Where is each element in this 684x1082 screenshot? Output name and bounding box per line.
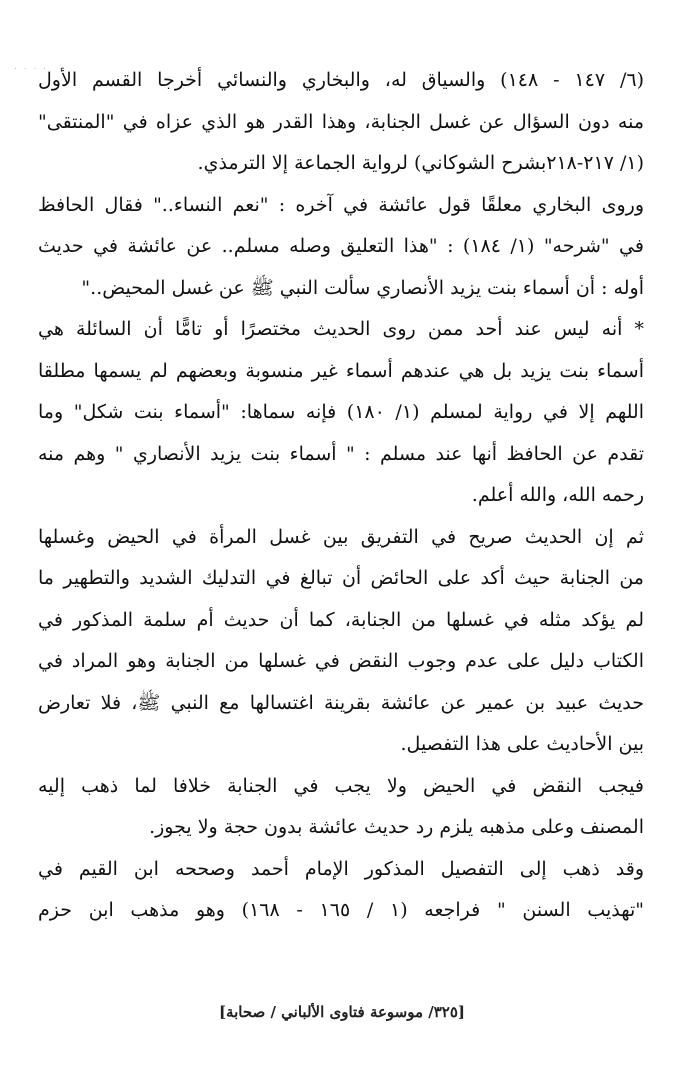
text-line: لم يؤكد مثله في غسلها من الجنابة، كما أن حديث أم سلمة المذكور في bbox=[38, 608, 644, 631]
text-line: تقدم عن الحافظ أنها عند مسلم : " أسماء بنت يزيد الأنصاري " وهم منه bbox=[38, 442, 644, 465]
corner-mark: . . . . bbox=[14, 62, 49, 72]
text-line: أوله : أن أسماء بنت يزيد الأنصاري سألت النبي ﷺ عن غسل المحيض.." bbox=[81, 276, 644, 299]
text-line: في "شرحه" (١/ ١٨٤) : "هذا التعليق وصله مسلم.. عن عائشة في حديث bbox=[38, 235, 644, 257]
text-line: فيجب النقض في الحيض ولا يجب في الجنابة خلافا لما ذهب إليه bbox=[38, 774, 644, 797]
text-line: رحمه الله، والله أعلم. bbox=[471, 484, 644, 506]
text-line: حديث عبيد بن عمير عن عائشة بقرينة اغتسالها مع النبي ﷺ، فلا تعارض bbox=[38, 691, 644, 714]
text-line: بين الأحاديث على هذا التفصيل. bbox=[400, 733, 644, 755]
text-line: (٦/ ١٤٧ - ١٤٨) والسياق له، والبخاري والنسائي أخرجا القسم الأول bbox=[38, 69, 644, 91]
text-line: أسماء بنت يزيد بل هي عندهم أسماء غير منسوبة وبعضهم لم يسمها مطلقا bbox=[38, 359, 644, 382]
text-line: ثم إن الحديث صريح في التفريق بين غسل المرأة في الحيض وغسلها bbox=[38, 525, 644, 548]
text-line: من الجنابة حيث أكد على الحائض أن تبالغ في التدليك الشديد والتطهير ما bbox=[38, 567, 644, 589]
text-line: وقد ذهب إلى التفصيل المذكور الإمام أحمد وصححه ابن القيم في bbox=[38, 857, 644, 880]
text-line: (١/ ٢١٧-٢١٨بشرح الشوكاني) لرواية الجماعة إلا الترمذي. bbox=[197, 152, 644, 174]
body-text bbox=[38, 60, 644, 932]
text-line: اللهم إلا في رواية لمسلم (١/ ١٨٠) فإنه سماها: "أسماء بنت شكل" وما bbox=[38, 401, 644, 423]
text-line: وروى البخاري معلقًا قول عائشة في آخره : "نعم النساء.." فقال الحافظ bbox=[38, 193, 644, 216]
text-line: * أنه ليس عند أحد ممن روى الحديث مختصرًا أو تامًّا أن السائلة هي bbox=[38, 318, 644, 340]
text-line: المصنف وعلى مذهبه يلزم رد حديث عائشة بدون حجة ولا يجوز. bbox=[149, 816, 644, 838]
text-line: الكتاب دليل على عدم وجوب النقض في غسلها من الجنابة وهو المراد في bbox=[38, 650, 644, 672]
text-line: منه دون السؤال عن غسل الجنابة، وهذا القدر هو الذي عزاه في "المنتقى" bbox=[38, 110, 644, 133]
text-line: "تهذيب السنن " فراجعه (١ / ١٦٥ - ١٦٨) وهو مذهب ابن حزم bbox=[38, 899, 644, 921]
page-footer: [٣٢٥/ موسوعة فتاوى الألباني / صحابة] bbox=[218, 1003, 466, 1021]
